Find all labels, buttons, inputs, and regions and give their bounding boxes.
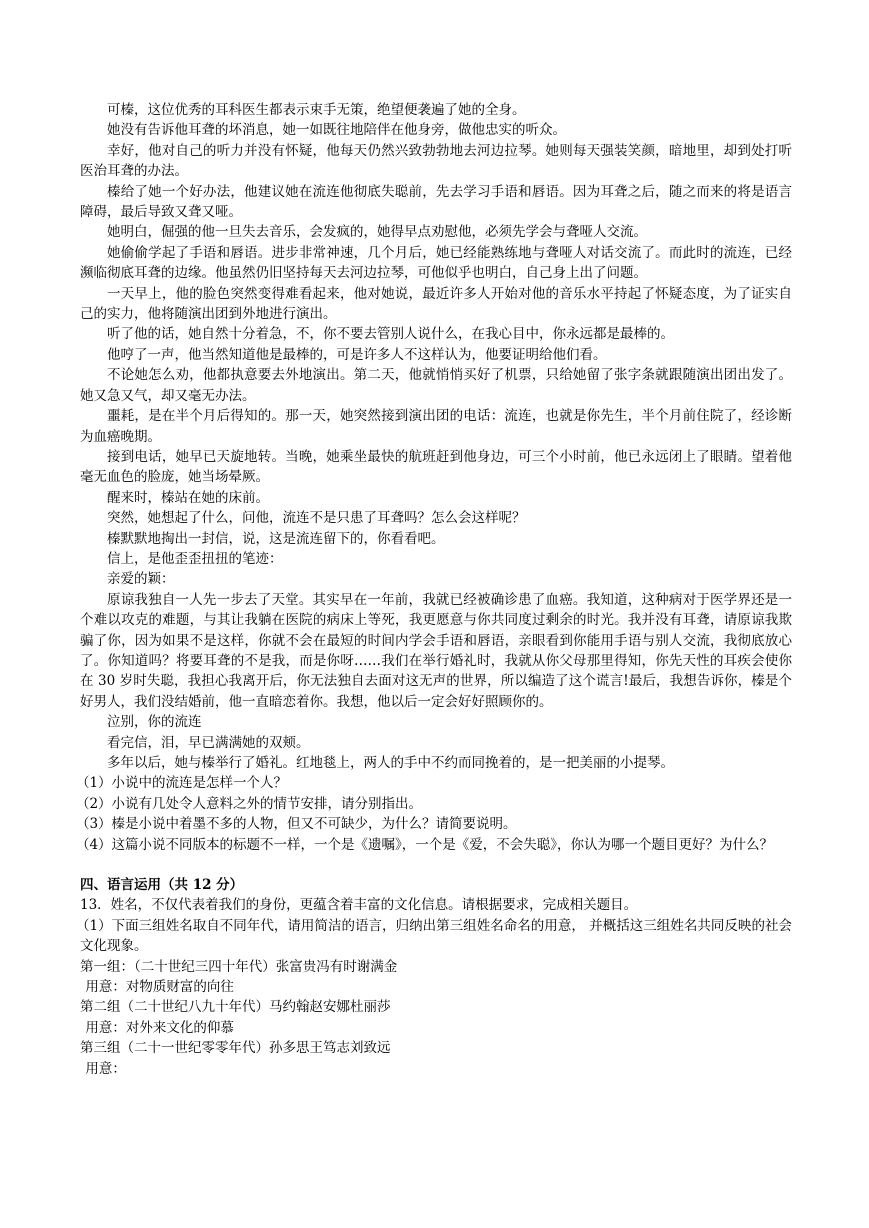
- name-group-1: 第一组：（二十世纪三四十年代）张富贵冯有时谢满金: [80, 958, 398, 975]
- story-paragraph: 突然，她想起了什么，问他，流连不是只患了耳聋吗？怎么会这样呢？: [107, 510, 526, 527]
- story-paragraph: 接到电话，她早已天旋地转。当晚，她乘坐最快的航班赶到他身边，可三个小时前，他已永远闭上了眼睛。望着他毫无血色的脸庞，她当场晕厥。: [80, 448, 792, 486]
- name-group-2: 第二组（二十世纪八九十年代）马约翰赵安娜杜丽莎: [80, 999, 391, 1016]
- document-page: [75, 100, 792, 1079]
- story-paragraph: 听了他的话，她自然十分着急，不，你不要去管别人说什么，在我心目中，你永远都是最棒的。: [107, 326, 674, 343]
- story-paragraph: 噩耗，是在半个月后得知的。那一天，她突然接到演出团的电话：流连，也就是你先生，半个月前住院了，经诊断为血癌晚期。: [80, 408, 792, 445]
- question-13-intro: 13．姓名，不仅代表着我们的身份，更蕴含着丰富的文化信息。请根据要求，完成相关题目。: [80, 897, 638, 914]
- name-group-3-meaning: 用意：: [85, 1060, 126, 1077]
- story-paragraph: 一天早上，他的脸色突然变得难看起来，他对她说，最近许多人开始对他的音乐水平持起了怀疑态度，为了证实自己的实力，他将随演出团到外地进行演出。: [80, 285, 792, 323]
- question-2: （2）小说有几处令人意料之外的情节安排，请分别指出。: [75, 795, 423, 812]
- story-paragraph: 她明白，倔强的他一旦失去音乐，会发疯的，她得早点劝慰他，必须先学会与聋哑人交流。: [107, 224, 647, 241]
- story-paragraph: 她没有告诉他耳聋的坏消息，她一如既往地陪伴在他身旁，做他忠实的听众。: [107, 122, 566, 139]
- question-1: （1）小说中的流连是怎样一个人？: [75, 775, 288, 792]
- story-paragraph: 幸好，他对自己的听力并没有怀疑，他每天仍然兴致勃勃地去河边拉琴。她则每天强装笑颜，暗地里，却到处打听医治耳聋的办法。: [80, 142, 792, 180]
- story-paragraph: 他哼了一声，他当然知道他是最棒的，可是许多人不这样认为，他要证明给他们看。: [107, 346, 607, 363]
- story-paragraph: 信上，是他歪歪扭扭的笔迹：: [107, 550, 283, 567]
- question-3: （3）榛是小说中着墨不多的人物，但又不可缺少，为什么？请简要说明。: [75, 816, 517, 833]
- story-paragraph: 可榛，这位优秀的耳科医生都表示束手无策，绝望便袭遍了她的全身。: [107, 102, 526, 118]
- story-paragraph: 榛默默地掏出一封信，说，这是流连留下的，你看看吧。: [107, 530, 445, 547]
- name-group-3: 第三组（二十一世纪零零年代）孙多思王笃志刘致远: [80, 1040, 391, 1057]
- story-paragraph: 看完信，泪，早已满满她的双颊。: [107, 734, 310, 751]
- story-paragraph: 醒来时，榛站在她的床前。: [107, 489, 269, 506]
- story-paragraph: 不论她怎么劝，他都执意要去外地演出。第二天，他就悄悄买好了机票，只给她留了张字条就跟随演出团出发了。她又急又气，却又毫无办法。: [80, 367, 792, 404]
- letter-body: 原谅我独自一人先一步去了天堂。其实早在一年前，我就已经被确诊患了血癌。我知道，这种病对于医学界还是一个难以攻克的难题，与其让我躺在医院的病床上等死，我更愿意与你共同度过剩余的时光。我并没有耳聋，请原谅我欺骗了你，因为如果不是这样，你就不会在最短的时间内学会手语和唇语，亲眼看到你能用手语与别人交流，我彻底放心了。你知道吗？将要耳聋的不是我，而是你呀……我们在举行婚礼时，我就从你父母那里得知，你先天性的耳疾会使你在 30 岁时失聪，我担心我离开后，你无法独自去面对这无声的世界，所以编造了这个谎言!最后，我想告诉你，榛是个好男人，我们没结婚前，他一直暗恋着你。我想，他以后一定会好好照顾你的。: [80, 591, 792, 710]
- name-group-2-meaning: 用意：对外来文化的仰慕: [85, 1019, 234, 1036]
- story-paragraph: 她偷偷学起了手语和唇语。进步非常神速，几个月后，她已经能熟练地与聋哑人对话交流了。而此时的流连，已经濒临彻底耳聋的边缘。他虽然仍旧坚持每天去河边拉琴，可他似乎也明白，自己身上出了问题。: [80, 244, 792, 282]
- section-heading: 四、语言运用（共 12 分）: [80, 877, 244, 894]
- story-paragraph: 榛给了她一个好办法，他建议她在流连他彻底失聪前，先去学习手语和唇语。因为耳聋之后，随之而来的将是语言障碍，最后导致又聋又哑。: [80, 183, 792, 221]
- letter-salutation: 亲爱的颖：: [107, 571, 175, 588]
- name-group-1-meaning: 用意：对物质财富的向往: [85, 979, 234, 996]
- letter-signature: 泣别，你的流连: [107, 714, 202, 731]
- story-paragraph: 多年以后，她与榛举行了婚礼。红地毯上，两人的手中不约而同挽着的，是一把美丽的小提琴。: [107, 755, 674, 771]
- question-4: （4）这篇小说不同版本的标题不一样，一个是《遗嘱》，一个是《爱，不会失聪》，你认为哪一个题目更好？为什么？: [75, 836, 774, 853]
- question-13-part1: （1）下面三组姓名取自不同年代，请用简洁的语言，归纳出第三组姓名命名的用意， 并概括这三组姓名共同反映的社会文化现象。: [75, 917, 792, 955]
